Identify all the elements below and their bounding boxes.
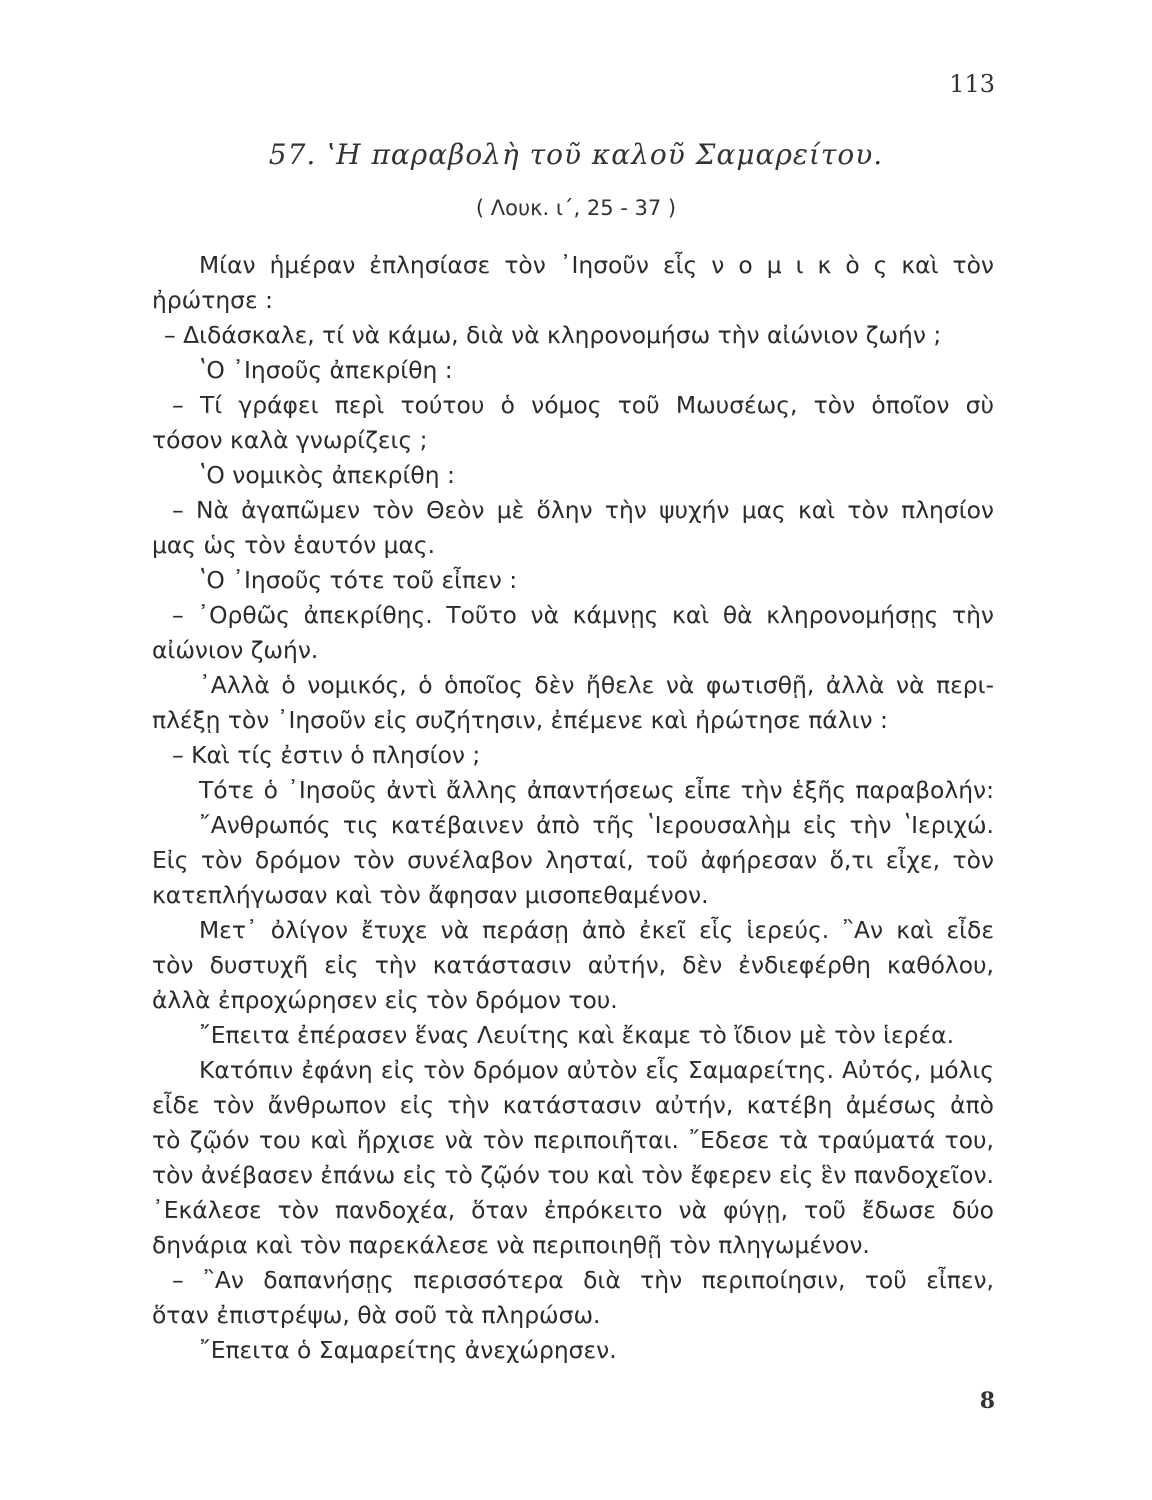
text-line: ʽΟ νομικὸς ἀπεκρίθη : xyxy=(199,461,455,489)
text-line: ἠρώτησε : xyxy=(152,286,273,314)
text-line: – Τί γράφει περὶ τούτου ὁ νόμος τοῦ Μωυσέως, τὸν ὁποῖον σὺ xyxy=(172,391,994,419)
text-line: – Νὰ ἀγαπῶμεν τὸν Θεὸν μὲ ὅλην τὴν ψυχήν μας καὶ τὸν πλησίον xyxy=(172,496,994,524)
text-line: – ᾿Ορθῶς ἀπεκρίθης. Τοῦτο νὰ κάμνῃς καὶ θὰ κληρονομήσῃς τὴν xyxy=(172,601,994,629)
text-line: ῎Ανθρωπός τις κατέβαινεν ἀπὸ τῆς ʽΙερουσαλὴμ εἰς τὴν ʽΙεριχώ. xyxy=(199,811,994,839)
text-line: Κατόπιν ἐφάνη εἰς τὸν δρόμον αὐτὸν εἷς Σαμαρείτης. Αὐτός, μόλις xyxy=(199,1056,994,1084)
text-line: ῎Επειτα ἐπέρασεν ἕνας Λευίτης καὶ ἔκαμε τὸ ἴδιον μὲ τὸν ἱερέα. xyxy=(199,1021,955,1049)
text-line: τόσον καλὰ γνωρίζεις ; xyxy=(152,426,428,454)
text-line: Τότε ὁ ᾿Ιησοῦς ἀντὶ ἄλλης ἀπαντήσεως εἶπε τὴν ἑξῆς παραβολήν: xyxy=(199,776,994,804)
text-line: ᾿Εκάλεσε τὸν πανδοχέα, ὅταν ἐπρόκειτο νὰ φύγῃ, τοῦ ἔδωσε δύο xyxy=(152,1196,994,1224)
text-line: ἀλλὰ ἐπροχώρησεν εἰς τὸν δρόμον του. xyxy=(152,986,618,1014)
text-line: ʽΟ ᾿Ιησοῦς τότε τοῦ εἶπεν : xyxy=(199,566,518,594)
text-line: ὅταν ἐπιστρέψω, θὰ σοῦ τὰ πληρώσω. xyxy=(152,1301,601,1329)
text-line: ʽΟ ᾿Ιησοῦς ἀπεκρίθη : xyxy=(199,356,453,384)
text-line: ᾿Αλλὰ ὁ νομικός, ὁ ὁποῖος δὲν ἤθελε νὰ φωτισθῇ, ἀλλὰ νὰ περι- xyxy=(199,671,994,699)
scripture-reference: ( Λουκ. ι΄, 25 - 37 ) xyxy=(475,196,677,220)
text-line: τὸν ἀνέβασεν ἐπάνω εἰς τὸ ζῷόν του καὶ τὸν ἔφερεν εἰς ἓν πανδοχεῖον. xyxy=(152,1161,994,1189)
text-line: – Καὶ τίς ἐστιν ὁ πλησίον ; xyxy=(172,741,481,769)
text-line: Μίαν ἡμέραν ἐπλησίασε τὸν ᾿Ιησοῦν εἷς ν ο μ ι κ ὸ ς καὶ τὸν xyxy=(199,251,994,279)
text-line: Εἰς τὸν δρόμον τὸν συνέλαβον λησταί, τοῦ ἀφήρεσαν ὅ,τι εἶχε, τὸν xyxy=(152,846,994,874)
text-line: ῎Επειτα ὁ Σαμαρείτης ἀνεχώρησεν. xyxy=(199,1336,617,1364)
text-line: εἶδε τὸν ἄνθρωπον εἰς τὴν κατάστασιν αὐτήν, κατέβη ἀμέσως ἀπὸ xyxy=(152,1091,994,1119)
text-line: δηνάρια καὶ τὸν παρεκάλεσε νὰ περιποιηθῇ τὸν πληγωμένον. xyxy=(152,1231,870,1259)
text-line: τὸν δυστυχῆ εἰς τὴν κατάστασιν αὐτήν, δὲν ἐνδιεφέρθη καθόλου, xyxy=(152,951,994,979)
signature-mark: 8 xyxy=(979,1388,995,1414)
text-line: κατεπλήγωσαν καὶ τὸν ἄφησαν μισοπεθαμένον. xyxy=(152,881,709,909)
chapter-title: 57. ʽΗ παραβολὴ τοῦ καλοῦ Σαμαρείτου. xyxy=(268,138,884,171)
text-line: πλέξῃ τὸν ᾿Ιησοῦν εἰς συζήτησιν, ἐπέμενε καὶ ἠρώτησε πάλιν : xyxy=(152,706,888,734)
text-line: αἰώνιον ζωήν. xyxy=(152,636,319,664)
text-line: Μετ᾿ ὀλίγον ἔτυχε νὰ περάσῃ ἀπὸ ἐκεῖ εἷς ἱερεύς. ῍Αν καὶ εἶδε xyxy=(199,916,994,944)
text-line: – Διδάσκαλε, τί νὰ κάμω, διὰ νὰ κληρονομήσω τὴν αἰώνιον ζωήν ; xyxy=(164,321,942,349)
page-number: 113 xyxy=(949,70,995,98)
text-line: τὸ ζῷόν του καὶ ἤρχισε νὰ τὸν περιποιῆται. ῎Εδεσε τὰ τραύματά του, xyxy=(152,1126,994,1154)
text-line: – ῍Αν δαπανήσῃς περισσότερα διὰ τὴν περιποίησιν, τοῦ εἶπεν, xyxy=(172,1266,994,1294)
text-line: μας ὡς τὸν ἑαυτόν μας. xyxy=(152,531,436,559)
